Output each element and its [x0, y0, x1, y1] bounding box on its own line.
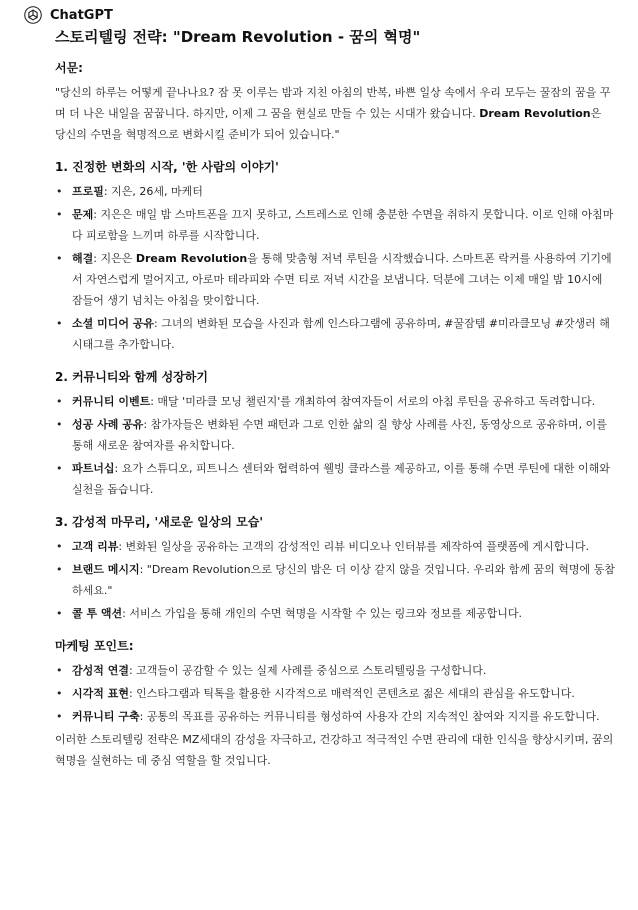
item-label: 해결 — [72, 252, 94, 265]
item-text: : 지은, 26세, 마케터 — [103, 185, 203, 198]
bullet-icon: • — [56, 317, 63, 330]
intro-paragraph — [55, 82, 615, 145]
sender-name: ChatGPT — [50, 7, 113, 23]
bullet-icon: • — [56, 687, 63, 700]
message-title: 스토리텔링 전략: "Dream Revolution - 꿈의 혁명" — [55, 28, 421, 46]
marketing-heading: 마케팅 포인트: — [55, 639, 134, 653]
message-header — [24, 6, 113, 24]
list-item — [55, 181, 615, 202]
bullet-icon: • — [56, 185, 63, 198]
bullet-icon: • — [56, 664, 63, 677]
bullet-icon: • — [56, 710, 63, 723]
list-item — [55, 248, 615, 311]
item-text: : 서비스 가입을 통해 개인의 수면 혁명을 시작할 수 있는 링크와 정보를 제공합니다. — [122, 607, 522, 620]
bullet-icon: • — [56, 563, 63, 576]
bullet-icon: • — [56, 418, 63, 431]
item-text: : 요가 스튜디오, 피트니스 센터와 협력하여 웰빙 클라스를 제공하고, 이를 통해 수면 루틴에 대한 이해와 실천을 돕습니다. — [72, 462, 610, 496]
section3-heading: 3. 감성적 마무리, '새로운 일상의 모습' — [55, 515, 263, 529]
item-label: 소셜 미디어 공유 — [72, 317, 155, 330]
item-label: 시각적 표현 — [72, 687, 129, 700]
item-text: : "Dream Revolution으로 당신의 밤은 더 이상 같지 않을 것입니다. 우리와 함께 꿈의 혁명에 동참하세요." — [72, 563, 615, 597]
list-item — [55, 559, 615, 601]
section1-heading: 1. 진정한 변화의 시작, '한 사람의 이야기' — [55, 160, 279, 174]
section1-list — [55, 181, 615, 355]
item-text: : 지은은 매일 밤 스마트폰을 끄지 못하고, 스트레스로 인해 충분한 수면을 취하지 못합니다. 이로 인해 아침마다 피로함을 느끼며 하루를 시작합니다. — [72, 208, 614, 242]
bullet-icon: • — [56, 395, 63, 408]
item-label: 브랜드 메시지 — [72, 563, 140, 576]
item-text: : 지은은 — [93, 252, 136, 265]
item-brand: Dream Revolution — [135, 252, 248, 265]
item-label: 감성적 연결 — [72, 664, 129, 677]
list-item — [55, 683, 615, 704]
list-item — [55, 603, 615, 624]
item-text: : 매달 '미라클 모닝 챌린지'를 개최하여 참여자들이 서로의 아침 루틴을 공유하고 독려합니다. — [150, 395, 596, 408]
list-item — [55, 313, 615, 355]
bullet-icon: • — [56, 252, 63, 265]
intro-text-a: "당신의 하루는 어떻게 끝나나요? 잠 못 이루는 밤과 지친 아침의 반복, 바쁜 일상 속에서 우리 모두는 꿀잠의 꿈을 꾸며 더 나은 내일을 꿈꿉니다. 하지만, 이제 그 꿈을 현실로 만들 수 있는 시대가 왔습니다. — [55, 86, 611, 120]
bullet-icon: • — [56, 208, 63, 221]
section2-heading: 2. 커뮤니티와 함께 성장하기 — [55, 370, 208, 384]
list-item — [55, 391, 615, 412]
item-text: : 인스타그램과 틱톡을 활용한 시각적으로 매력적인 콘텐츠로 젊은 세대의 관심을 유도합니다. — [128, 687, 575, 700]
list-item — [55, 458, 615, 500]
item-label: 콜 투 액션 — [72, 607, 123, 620]
item-label: 성공 사례 공유 — [72, 418, 144, 431]
item-label: 고객 리뷰 — [72, 540, 119, 553]
item-text: 을 통해 맞춤형 저녁 루틴을 시작했습니다. 스마트폰 락커를 사용하여 기기에서 자연스럽게 멀어지고, 아로마 테라피와 수면 티로 저녁 시간을 보냅니다. 덕분에 그녀는 이제 매일 밤 10시에 잠들어 생기 넘치는 아침을 맞이합니다. — [72, 252, 612, 307]
bullet-icon: • — [56, 607, 63, 620]
intro-text-b: 은 당신의 수면을 혁명적으로 변화시킬 준비가 되어 있습니다." — [55, 107, 602, 141]
intro-brand: Dream Revolution — [479, 107, 591, 120]
marketing-list — [55, 660, 615, 727]
item-label: 커뮤니티 구축 — [72, 710, 140, 723]
bullet-icon: • — [56, 462, 63, 475]
closing-paragraph: 이러한 스토리텔링 전략은 MZ세대의 감성을 자극하고, 건강하고 적극적인 수면 관리에 대한 인식을 향상시키며, 꿈의 혁명을 실현하는 데 중심 역할을 할 것입니다. — [55, 733, 614, 767]
list-item — [55, 536, 615, 557]
item-label: 파트너십 — [72, 462, 115, 475]
openai-logo-icon — [24, 6, 42, 24]
bullet-icon: • — [56, 540, 63, 553]
list-item — [55, 706, 615, 727]
section3-list — [55, 536, 615, 624]
item-label: 문제 — [72, 208, 94, 221]
list-item — [55, 660, 615, 681]
item-text: : 공통의 목표를 공유하는 커뮤니티를 형성하여 사용자 간의 지속적인 참여와 지지를 유도합니다. — [139, 710, 600, 723]
intro-heading: 서문: — [55, 61, 83, 75]
item-text: : 고객들이 공감할 수 있는 실제 사례를 중심으로 스토리텔링을 구성합니다. — [128, 664, 487, 677]
item-label: 프로필 — [72, 185, 104, 198]
item-text: : 변화된 일상을 공유하는 고객의 감성적인 리뷰 비디오나 인터뷰를 제작하여 플랫폼에 게시합니다. — [118, 540, 590, 553]
item-text: : 그녀의 변화된 모습을 사진과 함께 인스타그램에 공유하며, #꿀잠템 #미라클모닝 #갓생러 해시태그를 추가합니다. — [72, 317, 610, 351]
item-text: : 참가자들은 변화된 수면 패턴과 그로 인한 삶의 질 향상 사례를 사진, 동영상으로 공유하며, 이를 통해 새로운 참여자를 유치합니다. — [72, 418, 607, 452]
list-item — [55, 204, 615, 246]
message-content — [55, 24, 615, 777]
section2-list — [55, 391, 615, 500]
item-label: 커뮤니티 이벤트 — [72, 395, 151, 408]
list-item — [55, 414, 615, 456]
